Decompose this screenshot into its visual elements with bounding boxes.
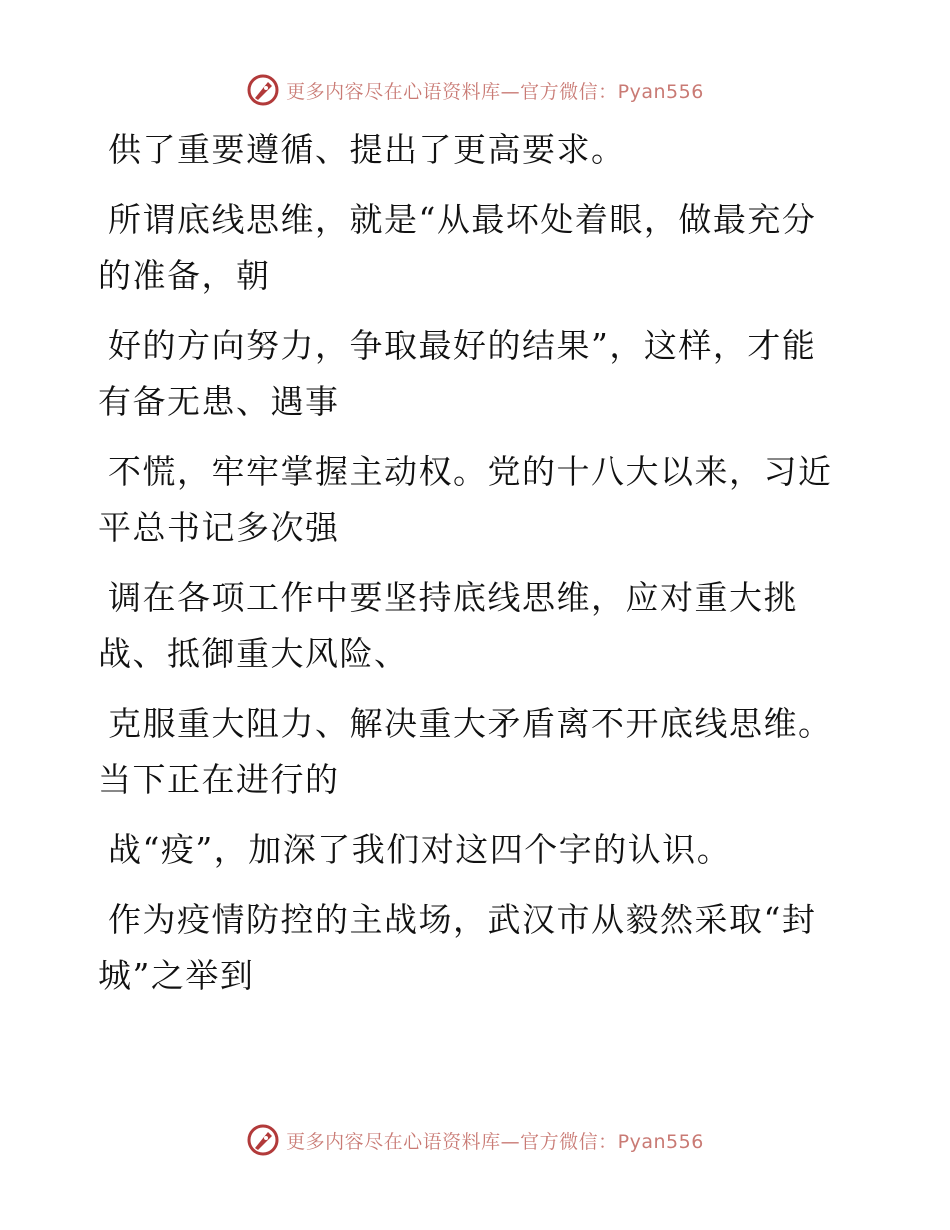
text-line: 的准备，朝	[98, 256, 271, 295]
text-line: 有备无患、遇事	[98, 382, 340, 421]
text-line: 所谓底线思维，就是“从最坏处着眼，做最充分	[108, 200, 817, 239]
paragraph	[98, 822, 838, 878]
text-line: 供了重要遵循、提出了更高要求。	[108, 130, 626, 169]
paragraph	[98, 892, 838, 1004]
text-line: 平总书记多次强	[98, 508, 340, 547]
text-line: 当下正在进行的	[98, 760, 340, 799]
paragraph	[98, 444, 838, 556]
text-line: 克服重大阻力、解决重大矛盾离不开底线思维。	[108, 704, 833, 743]
pen-nib-logo-icon	[246, 73, 280, 107]
text-line: 城”之举到	[98, 956, 255, 995]
text-line: 作为疫情防控的主战场，武汉市从毅然采取“封	[108, 900, 817, 939]
paragraph	[98, 696, 838, 808]
page-header-banner	[0, 70, 950, 110]
page-footer-banner	[0, 1120, 950, 1160]
paragraph	[98, 122, 838, 178]
pen-nib-logo-icon	[246, 1123, 280, 1157]
header-text: 更多内容尽在心语资料库—官方微信：Pyan556	[286, 80, 704, 103]
paragraph	[98, 318, 838, 430]
text-line: 战“疫”，加深了我们对这四个字的认识。	[108, 830, 732, 869]
text-line: 好的方向努力，争取最好的结果”，这样，才能	[108, 326, 817, 365]
text-line: 不慌，牢牢掌握主动权。党的十八大以来，习近	[108, 452, 833, 491]
text-line: 调在各项工作中要坚持底线思维，应对重大挑	[108, 578, 798, 617]
document-body	[98, 122, 838, 1018]
paragraph	[98, 570, 838, 682]
footer-text: 更多内容尽在心语资料库—官方微信：Pyan556	[286, 1130, 704, 1153]
paragraph	[98, 192, 838, 304]
text-line: 战、抵御重大风险、	[98, 634, 409, 673]
